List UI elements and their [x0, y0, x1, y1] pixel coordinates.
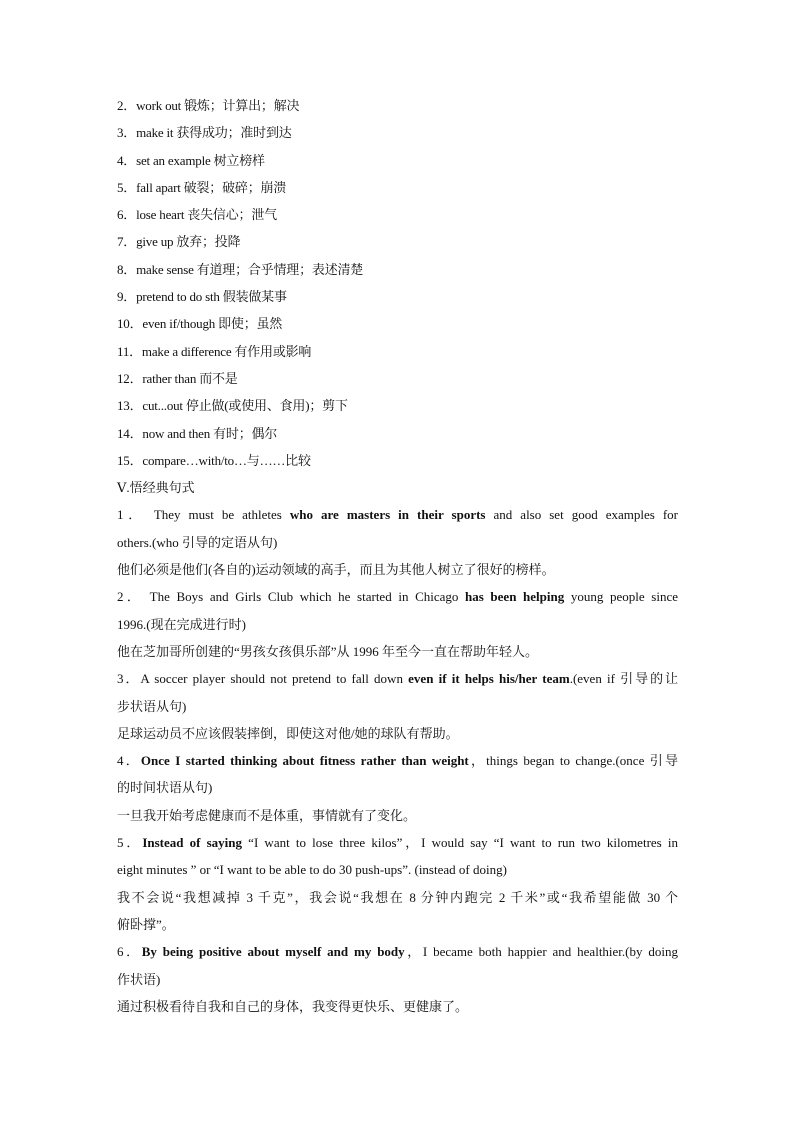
sentence-2-post: young people since: [564, 589, 678, 605]
sentence-2-highlight: has been helping: [465, 589, 565, 605]
sentence-5-highlight: Instead of saying: [142, 835, 243, 851]
sentence-5-english: [117, 829, 678, 856]
sentence-6-post: ，I became both happier and healthier.(by doing: [404, 944, 678, 960]
phrase-item: 11．make a difference 有作用或影响: [117, 343, 312, 359]
phrase-item: 12．rather than 而不是: [117, 370, 238, 386]
sentence-3-english: [117, 665, 678, 692]
sentence-3-highlight: even if it helps his/her team: [408, 671, 570, 687]
document-content: [117, 92, 678, 1020]
sentence-4-translation: 一旦我开始考虑健康而不是体重，事情就有了变化。: [117, 807, 417, 823]
sentence-1-note: others.(who 引导的定语从句): [117, 534, 278, 550]
sentence-5-translation: 我不会说“我想减掉 3 千克”，我会说“我想在 8 分钟内跑完 2 千米”或“我希望能做 30 个: [117, 889, 678, 905]
sentence-1-translation: 他们必须是他们(各自的)运动领域的高手，而且为其他人树立了很好的榜样。: [117, 562, 555, 578]
sentence-6-highlight: By being positive about myself and my body: [141, 944, 405, 960]
phrase-item: 5．fall apart 破裂；破碎；崩溃: [117, 179, 287, 195]
sentence-4-note: 的时间状语从句): [117, 780, 213, 796]
sentence-1-pre: 1． They must be athletes: [117, 507, 290, 523]
sentence-2-translation: 他在芝加哥所创建的“男孩女孩俱乐部”从 1996 年至今一直在帮助年轻人。: [117, 643, 539, 659]
sentence-4-post: ，things began to change.(once 引导: [468, 753, 678, 769]
sentence-5-pre: 5．: [117, 835, 143, 851]
phrase-item: 7．give up 放弃；投降: [117, 234, 241, 250]
sentence-6-pre: 6．: [117, 944, 142, 960]
sentence-4-highlight: Once I started thinking about fitness rather than weight: [140, 753, 469, 769]
phrase-item: 13．cut...out 停止做(或使用、食用)；剪下: [117, 398, 348, 414]
phrase-item: 14．now and then 有时；偶尔: [117, 425, 278, 441]
sentence-5-note: eight minutes ” or “I want to be able to do 30 push-ups”. (instead of doing): [117, 862, 507, 878]
sentence-6-translation: 通过积极看待自我和自己的身体，我变得更快乐、更健康了。: [117, 998, 469, 1014]
sentence-6-note: 作状语): [117, 971, 161, 987]
phrase-item: 10．even if/though 即使；虽然: [117, 316, 283, 332]
phrase-item: 9．pretend to do sth 假装做某事: [117, 289, 287, 305]
sentence-2-english: [117, 583, 678, 610]
sentence-1-highlight: who are masters in their sports: [289, 507, 486, 523]
phrase-item: 6．lose heart 丧失信心；泄气: [117, 207, 277, 223]
phrase-item: 8．make sense 有道理；合乎情理；表述清楚: [117, 261, 364, 277]
sentence-6-english: [117, 938, 678, 965]
sentence-1-post: and also set good examples for: [485, 507, 679, 523]
phrase-item: 2．work out 锻炼；计算出；解决: [117, 98, 300, 113]
phrase-item: 3．make it 获得成功；准时到达: [117, 125, 292, 141]
sentence-5-translation-cont: 俯卧撑”。: [117, 916, 175, 932]
sentence-1-english: [117, 501, 678, 528]
sentence-3-note: 步状语从句): [117, 698, 187, 714]
section-title: Ⅴ.悟经典句式: [117, 480, 195, 496]
phrase-item: 15．compare…with/to…与……比较: [117, 452, 311, 468]
sentence-4-english: [117, 747, 678, 774]
sentence-3-post: .(even if 引导的让: [569, 671, 679, 687]
sentence-2-pre: 2． The Boys and Girls Club which he started in Chicago: [117, 589, 466, 605]
phrase-item: 4．set an example 树立榜样: [117, 152, 265, 168]
sentence-4-pre: 4．: [117, 753, 141, 769]
sentence-5-post: “I want to lose three kilos”，I would say “I want to run two kilometres in: [242, 835, 678, 851]
sentence-2-note: 1996.(现在完成进行时): [117, 616, 246, 632]
sentence-3-pre: 3．A soccer player should not pretend to fall down: [117, 671, 409, 687]
sentence-3-translation: 足球运动员不应该假装摔倒，即使这对他/她的球队有帮助。: [117, 725, 459, 741]
